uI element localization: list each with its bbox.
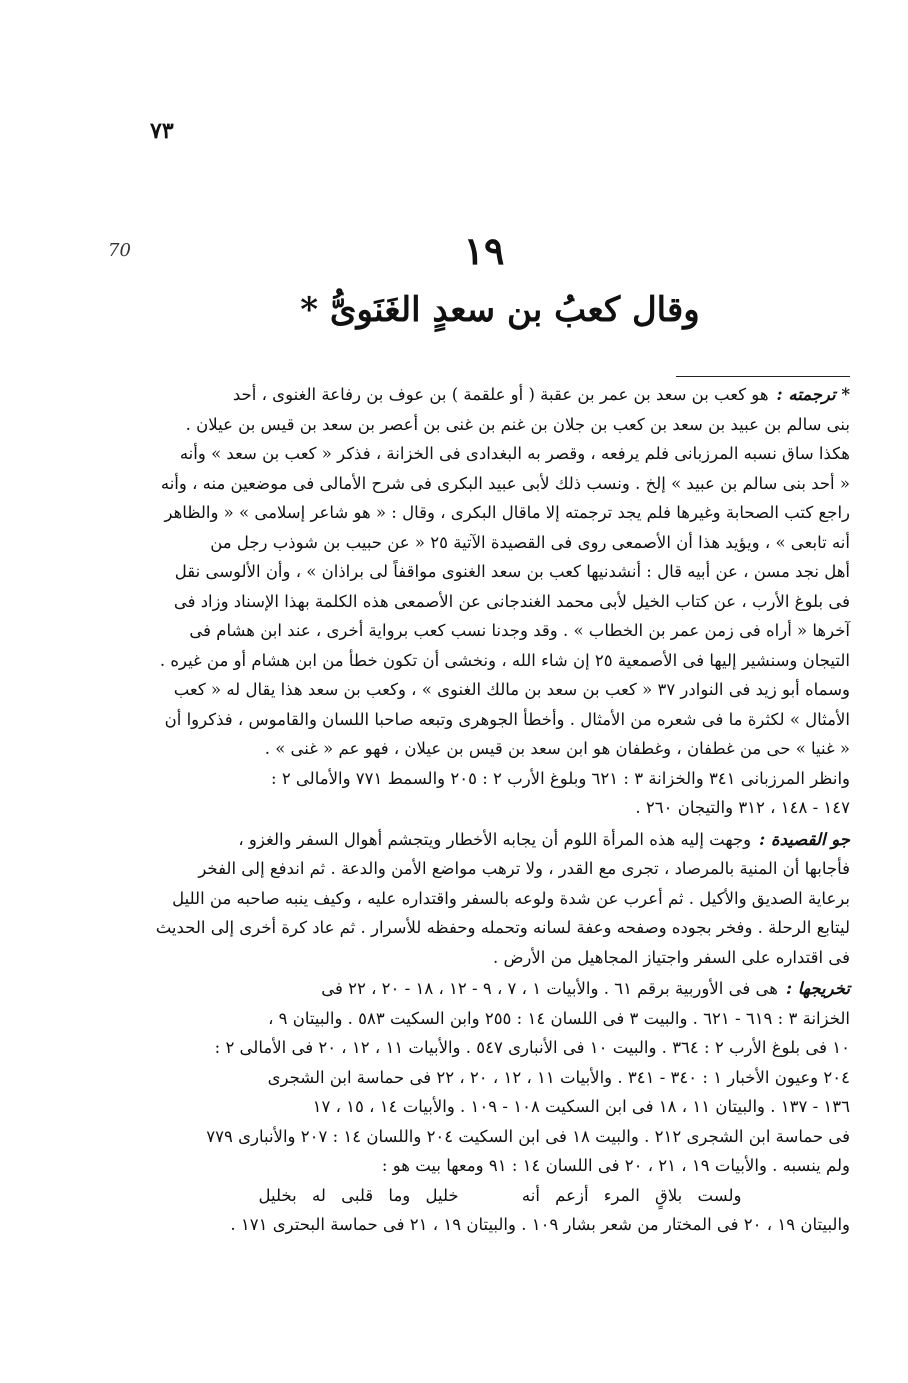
sources-line: ولم ينسبه . والأبيات ١٩ ، ٢١ ، ٢٠ فى اللسان ١٤ : ٩١ ومعها بيت هو : (381, 1156, 850, 1175)
theme-line: ليتابع الرحلة . وفخر بجوده وصفحه وعفة لسانه وتحمله وحفظه للأسرار . ثم عاد كرة أخرى إلى الحديث (155, 918, 850, 937)
footnote-divider (676, 376, 850, 377)
footnotes (150, 380, 850, 1240)
biography-line: وانظر المرزبانى ٣٤١ والخزانة ٣ : ٦٢١ وبلوغ الأرب ٢ : ٢٠٥ والسمط ٧٧١ والأمالى ٢ : (271, 768, 850, 788)
theme-line: فأجابها أن المنية بالمرصاد ، تجرى مع القدر ، ولا ترهب مواضع الأمن والدعة . ثم اندفع إلى الفخر (198, 859, 850, 878)
sources-line: فى حماسة ابن الشجرى ٢١٢ . والبيت ١٨ فى ابن السكيت ٢٠٤ واللسان ١٤ : ٢٠٧ والأنبارى ٧٧٩ (206, 1126, 850, 1146)
biography-line: فى بلوغ الأرب ، عن كتاب الخيل لأبى محمد الغندجانى عن الأصمعى هذه الكلمة بهذا الإسناد وزاد فى (173, 591, 850, 611)
biography-line: « غنيا » حى من غطفان ، وغطفان هو ابن سعد بن قيس بن عيلان ، فهو عم « غنى » . (264, 739, 850, 758)
biography-line: « أحد بنى سالم بن عبيد » إلخ . ونسب ذلك لأبى عبيد البكرى فى شرح الأمالى فى موضعين منه ، وأنه (160, 473, 850, 493)
theme-line: برعاية الصديق والأكيل . ثم أعرب عن شدة ولوعه بالسفر واقتداره عليه ، وكيف ينبه صاحبه من الليل (172, 888, 850, 908)
biography-line: * ترجمته :هو كعب بن سعد بن عمر بن عقبة ( أو علقمة ) بن عوف بن رفاعة الغنوى ، أحد (232, 385, 850, 404)
biography-line: ١٤٧ - ١٤٨ ، ٣١٢ والتيجان ٢٦٠ . (635, 798, 850, 817)
biography-lead: * ترجمته : (776, 385, 850, 404)
theme-line: جو القصيدة :وجهت إليه هذه المرأة اللوم أن يجابه الأخطار ويتجشم أهوال السفر والغزو ، (238, 829, 850, 849)
sources-final-line: والبيتان ١٩ ، ٢٠ فى المختار من شعر بشار ١٠٩ . والبيتان ١٩ ، ٢١ فى حماسة البحترى ١٧١ . (230, 1215, 850, 1234)
biography-line: هكذا ساق نسبه المرزبانى فلم يرفعه ، وقصر به البغدادى فى الخزانة ، فذكر « كعب بن سعد » وأنه (179, 444, 850, 463)
biography-line: التيجان وسنشير إليها فى الأصمعية ٢٥ إن شاء الله ، ونخشى أن تكون خطأ من ابن هشام أو من غيره . (159, 650, 850, 670)
biography-line: الأمثال » لكثرة ما فى شعره من الأمثال . وأخطأ الجوهرى وتبعه صاحبا اللسان والقاموس ، فذكروا أن (164, 709, 850, 729)
biography-line: أهل نجد مسن ، عن أبيه قال : أنشدنيها كعب بن سعد الغنوى مواقفاً لى براذان » ، وأن الألوسى نقل (174, 562, 850, 581)
sources-line: تخريجها :هى فى الأوربية برقم ٦١ . والأبيات ١ ، ٧ ، ٩ - ١٢ ، ١٨ - ٢٠ ، ٢٢ فى (321, 979, 850, 998)
sources-line: الخزانة ٣ : ٦١٩ - ٦٢١ . والبيت ٣ فى اللسان ١٤ : ٢٥٥ وابن السكيت ٥٨٣ . والبيتان ٩ ، (268, 1008, 850, 1028)
biography-line: أنه تابعى » ، ويؤيد هذا أن الأصمعى روى فى القصيدة الآتية ٢٥ « عن حبيب بن شوذب رجل من (210, 532, 850, 552)
biography-line: وسماه أبو زيد فى النوادر ٣٧ « كعب بن سعد بن مالك الغنوى » ، وكعب بن سعد هذا يقال له « كعب (173, 680, 850, 699)
page-number: ٧٣ (150, 118, 174, 144)
poem-number: ١٩ (463, 228, 505, 273)
sources-line: ١٣٦ - ١٣٧ . والبيتان ١١ ، ١٨ فى ابن السكيت ١٠٨ - ١٠٩ . والأبيات ١٤ ، ١٥ ، ١٧ (312, 1097, 850, 1116)
sources-line: ٢٠٤ وعيون الأخبار ١ : ٣٤٠ - ٣٤١ . والأبيات ١١ ، ١٢ ، ٢٠ ، ٢٢ فى حماسة ابن الشجرى (267, 1067, 850, 1087)
sources-line: ١٠ فى بلوغ الأرب ٢ : ٣٦٤ . والبيت ١٠ فى الأنبارى ٥٤٧ . والأبيات ١١ ، ١٢ ، ٢٠ فى الأمالى ٢ : (214, 1038, 850, 1057)
biography-line: راجع كتب الصحابة وغيرها فلم يجد ترجمته إلا ماقال البكرى ، وقال : « هو شاعر إسلامى » « والظاهر (164, 503, 850, 522)
biography-line: بنى سالم بن عبيد بن سعد بن كعب بن جلان بن غنم بن غنى بن أعصر بن سعد بن قيس بن عيلان . (185, 414, 850, 434)
theme-lead: جو القصيدة : (759, 829, 850, 849)
verse-first-half: ولست بلاقٍ المرء أزعم أنه (521, 1185, 742, 1205)
verse-second-half: خليل وما قلبى له بخليل (258, 1185, 459, 1205)
margin-page-number: 70 (108, 240, 131, 261)
sources-lead: تخريجها : (785, 979, 850, 998)
quoted-verse (150, 1181, 850, 1211)
theme-line: فى اقتداره على السفر واجتياز المجاهيل من الأرض . (492, 947, 850, 967)
biography-line: آخرها « أراه فى زمن عمر بن الخطاب » . وقد وجدنا نسب كعب برواية أخرى ، عند ابن هشام فى (189, 621, 850, 640)
poem-title: وقال كعبُ بن سعدٍ الغَنَوىُّ * (300, 290, 700, 330)
